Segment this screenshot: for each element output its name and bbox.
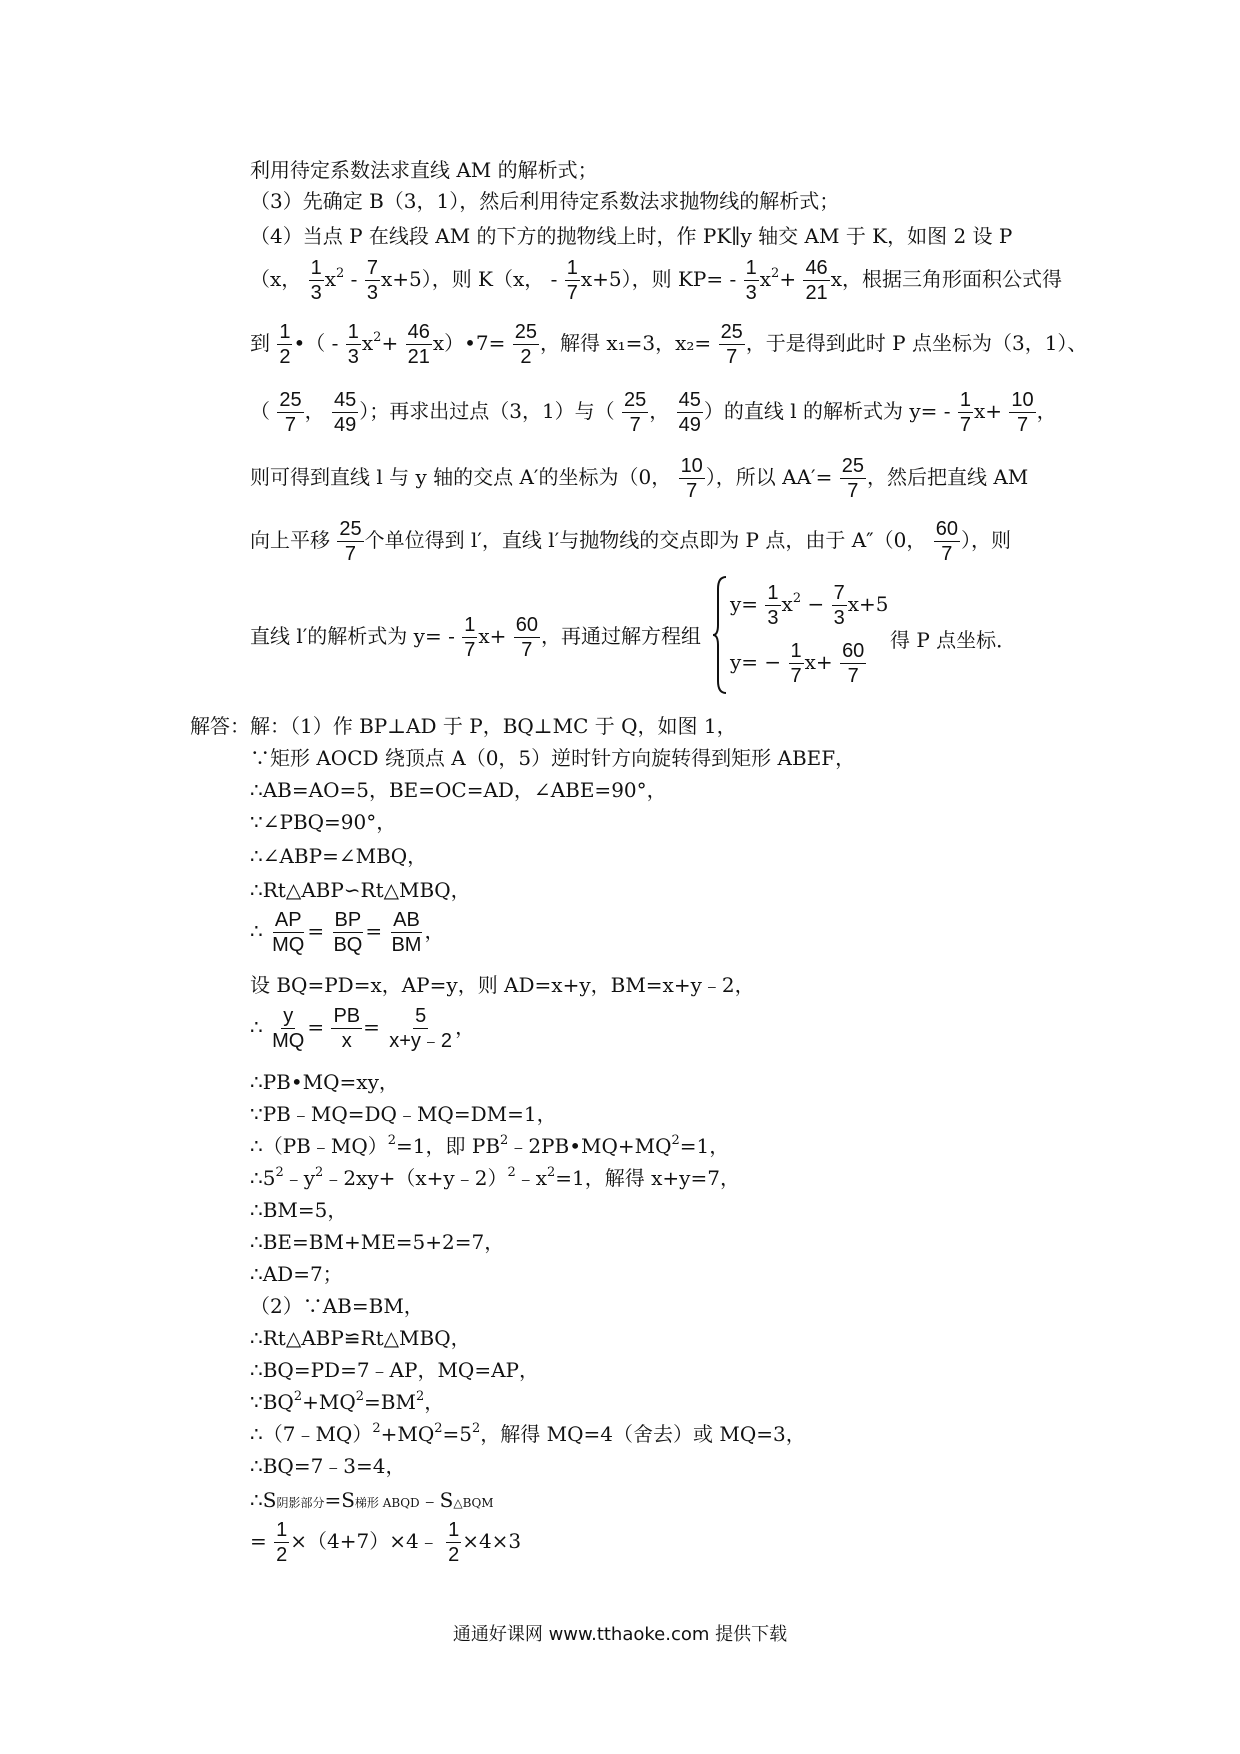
fraction: $\frac{BP}{BQ}$: [333, 909, 363, 956]
fraction: $\frac{25}{7}$: [624, 389, 647, 436]
solution-line: 设 BQ=PD=x，AP=y，则 AD=x+y，BM=x+y﹣2，: [250, 973, 755, 997]
solution-line: ∴（PB﹣MQ）$^2$=1，即 $PB^2﹣2PB•MQ+MQ^2=1$，: [250, 1133, 730, 1158]
fraction: $\frac{25}{7}$: [841, 455, 864, 502]
analysis-line-5: 到 $\frac{1}{2}$ •（ - $\frac{1}{3}$ $x^2+$ $\frac{46}{21}$ x）•7= $\frac{25}{2}$ ，解得 x₁=3，x₂= $\frac{25}{7}$ ，于是得到此时 P 点坐标为（3，1）、: [250, 321, 1088, 368]
fraction: $\frac{46}{21}$: [407, 321, 430, 368]
fraction: $\frac{60}{7}$: [935, 518, 958, 565]
solution-line: ∵∠PBQ=90°，: [250, 810, 397, 834]
fraction: $\frac{1}{7}$: [566, 257, 578, 304]
fraction: $\frac{1}{2}$: [448, 1519, 460, 1566]
fraction: $\frac{60}{7}$: [515, 614, 538, 661]
fraction: $\frac{1}{7}$: [790, 640, 802, 687]
solution-line: ∴BQ=PD=7﹣AP，MQ=AP，: [250, 1358, 539, 1382]
fraction: $\frac{1}{3}$: [767, 582, 779, 629]
fraction: $\frac{60}{7}$: [842, 640, 865, 687]
fraction: $\frac{1}{2}$: [279, 321, 291, 368]
solution-line: $\therefore 5^2﹣y^2﹣2xy+(x+y﹣2)^2﹣x^2=1$，解得 x+y=7，: [250, 1165, 740, 1190]
equation-system: [712, 575, 892, 695]
solution-line: ∴AD=7；: [250, 1262, 343, 1286]
analysis-line-2: （3）先确定 B（3，1），然后利用待定系数法求抛物线的解析式；: [250, 189, 840, 213]
solution-line: ∴PB•MQ=xy，: [250, 1070, 399, 1094]
solution-line: ∵矩形 AOCD 绕顶点 A（0，5）逆时针方向旋转得到矩形 ABEF，: [250, 746, 856, 770]
analysis-line-4: （x， $\frac{1}{3}$ $x^2$ - $\frac{7}{3}$ x+5），则 K（x， - $\frac{1}{7}$ x+5），则 KP= - $\frac{1}{3}$ $x^2+$ $\frac{46}{21}$ x，根据三角形面积公式得: [250, 257, 1062, 304]
analysis-line-3: （4）当点 P 在线段 AM 的下方的抛物线上时，作 PK∥y 轴交 AM 于 K，如图 2 设 P: [250, 224, 1013, 248]
analysis-line-9-tail: 得 P 点坐标．: [890, 628, 1017, 652]
solution-line: （2）∵AB=BM，: [250, 1294, 424, 1318]
fraction: $\frac{45}{49}$: [333, 389, 357, 436]
analysis-line-9: 直线 l′的解析式为 y= - $\frac{1}{7}$ x+ $\frac{60}{7}$ ，再通过解方程组: [250, 614, 701, 661]
analysis-line-7: 则可得到直线 l 与 y 轴的交点 A′的坐标为（0， $\frac{10}{7}$ ），所以 AA′= $\frac{25}{7}$ ，然后把直线 AM: [250, 455, 1029, 502]
fraction: $\frac{AB}{BM}$: [391, 909, 422, 956]
fraction: $\frac{1}{3}$: [745, 257, 757, 304]
solution-label: 解答：: [190, 714, 250, 738]
fraction: $\frac{45}{49}$: [678, 389, 701, 436]
fraction: $\frac{7}{3}$: [366, 257, 378, 304]
solution-line: = $\frac{1}{2}$ ×（4+7）×4﹣ $\frac{1}{2}$ ×4×3: [250, 1519, 522, 1566]
fraction: $\frac{25}{7}$: [339, 518, 362, 565]
analysis-line-8: 向上平移 $\frac{25}{7}$ 个单位得到 l′，直线 l′与抛物线的交点即为 P 点，由于 A″（0， $\frac{60}{7}$ ），则: [250, 518, 1011, 565]
solution-line: $\because BQ^2+MQ^2=BM^2$，: [250, 1389, 445, 1414]
fraction: $\frac{1}{2}$: [276, 1519, 288, 1566]
solution-line: ∴∠ABP=∠MBQ，: [250, 844, 428, 868]
fraction: $\frac{AP}{MQ}$: [272, 909, 305, 956]
solution-line: $\therefore(7﹣MQ)^2+MQ^2=5^2$，解得 MQ=4（舍去）或 MQ=3，: [250, 1421, 806, 1446]
analysis-line-1: 利用待定系数法求直线 AM 的解析式；: [250, 158, 598, 182]
fraction: $\frac{46}{21}$: [805, 257, 828, 304]
solution-line: 解：（1）作 BP⊥AD 于 P，BQ⊥MC 于 Q，如图 1，: [250, 714, 737, 738]
solution-line: ∴Rt△ABP≌Rt△MBQ，: [250, 1326, 471, 1350]
fraction: $\frac{PB}{x}$: [333, 1005, 361, 1052]
left-brace-icon: [712, 575, 728, 695]
fraction: $\frac{10}{7}$: [1011, 389, 1034, 436]
fraction: $\frac{25}{7}$: [720, 321, 743, 368]
solution-line: ∴BQ=7﹣3=4，: [250, 1454, 406, 1478]
system-equation-1: y= $\frac{1}{3}$ $x^2$ − $\frac{7}{3}$ x+5: [730, 582, 889, 629]
fraction: $\frac{1}{3}$: [347, 321, 359, 368]
fraction: $\frac{1}{3}$: [310, 257, 322, 304]
fraction: $\frac{10}{7}$: [680, 455, 703, 502]
solution-line: ∴BE=BM+ME=5+2=7，: [250, 1230, 505, 1254]
fraction: $\frac{25}{2}$: [514, 321, 537, 368]
fraction: $\frac{7}{3}$: [833, 582, 845, 629]
system-equation-2: y= − $\frac{1}{7}$ x+ $\frac{60}{7}$: [730, 640, 865, 687]
fraction: $\frac{1}{7}$: [959, 389, 972, 436]
solution-line: ∴Rt△ABP∽Rt△MBQ，: [250, 878, 471, 902]
solution-line: ∴ $\frac{AP}{MQ}$ = $\frac{BP}{BQ}$ = $\frac{AB}{BM}$ ，: [250, 909, 445, 956]
page-footer: 通通好课网 www.tthaoke.com 提供下载: [452, 1624, 788, 1645]
fraction: $\frac{25}{7}$: [279, 389, 302, 436]
fraction: $\frac{1}{7}$: [464, 614, 476, 661]
solution-line: ∴ $\frac{y}{MQ}$ = $\frac{PB}{x}$ = $\frac{5}{x+y﹣2}$ ，: [250, 1005, 476, 1052]
solution-line: ∴AB=AO=5，BE=OC=AD，∠ABE=90°，: [250, 778, 667, 802]
fraction: $\frac{y}{MQ}$: [272, 1005, 305, 1052]
solution-line: ∵PB﹣MQ=DQ﹣MQ=DM=1，: [250, 1102, 557, 1126]
analysis-line-6: （ $\frac{25}{7}$ ， $\frac{45}{49}$ ）；再求出过点（3，1）与（ $\frac{25}{7}$ ， $\frac{45}{49}$ ）的直线 l 的解析式为 y= - $\frac{1}{7}$ x+ $\frac{10}{7}$ ，: [250, 389, 1057, 436]
solution-line: ∴BM=5，: [250, 1198, 348, 1222]
solution-line: ∴S阴影部分=S梯形 ABQD﹣S△BQM: [250, 1488, 494, 1512]
fraction: $\frac{5}{x+y﹣2}$: [389, 1005, 453, 1052]
